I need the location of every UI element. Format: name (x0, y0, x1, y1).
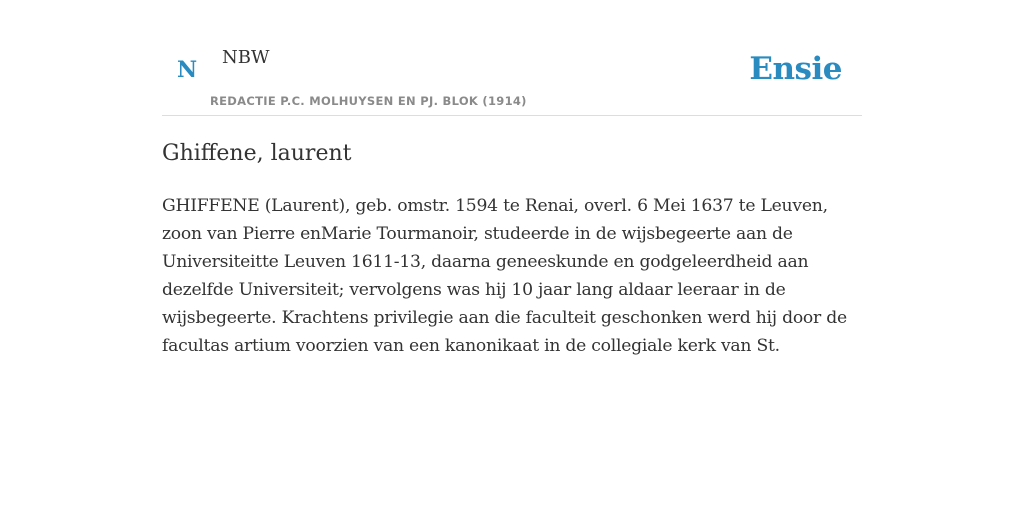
entry-body: GHIFFENE (Laurent), geb. omstr. 1594 te Renai, overl. 6 Mei 1637 te Leuven, zoon van Pierre enMarie Tourmanoir, studeerde in de wijsbegeerte aan de Universiteitte Leuven 1611-13, daarna geneeskunde en godgeleerdheid aan dezelfde Universiteit; vervolgens was hij 10 jaar lang aldaar leeraar in de wijsbegeerte. Krachtens privilegie aan die faculteit geschonken werd hij door de facultas artium voorzien van een kanonikaat in de collegiale kerk van St. (162, 196, 847, 356)
page-container (162, 0, 862, 512)
source-header (162, 0, 862, 116)
brand-logo-link[interactable]: Ensie (749, 51, 842, 87)
source-subtitle: REDACTIE P.C. MOLHUYSEN EN PJ. BLOK (1914) (210, 94, 527, 108)
source-title[interactable]: NBW (222, 47, 270, 68)
entry-title: Ghiffene, laurent (162, 141, 352, 166)
source-logo[interactable]: N (177, 57, 198, 83)
